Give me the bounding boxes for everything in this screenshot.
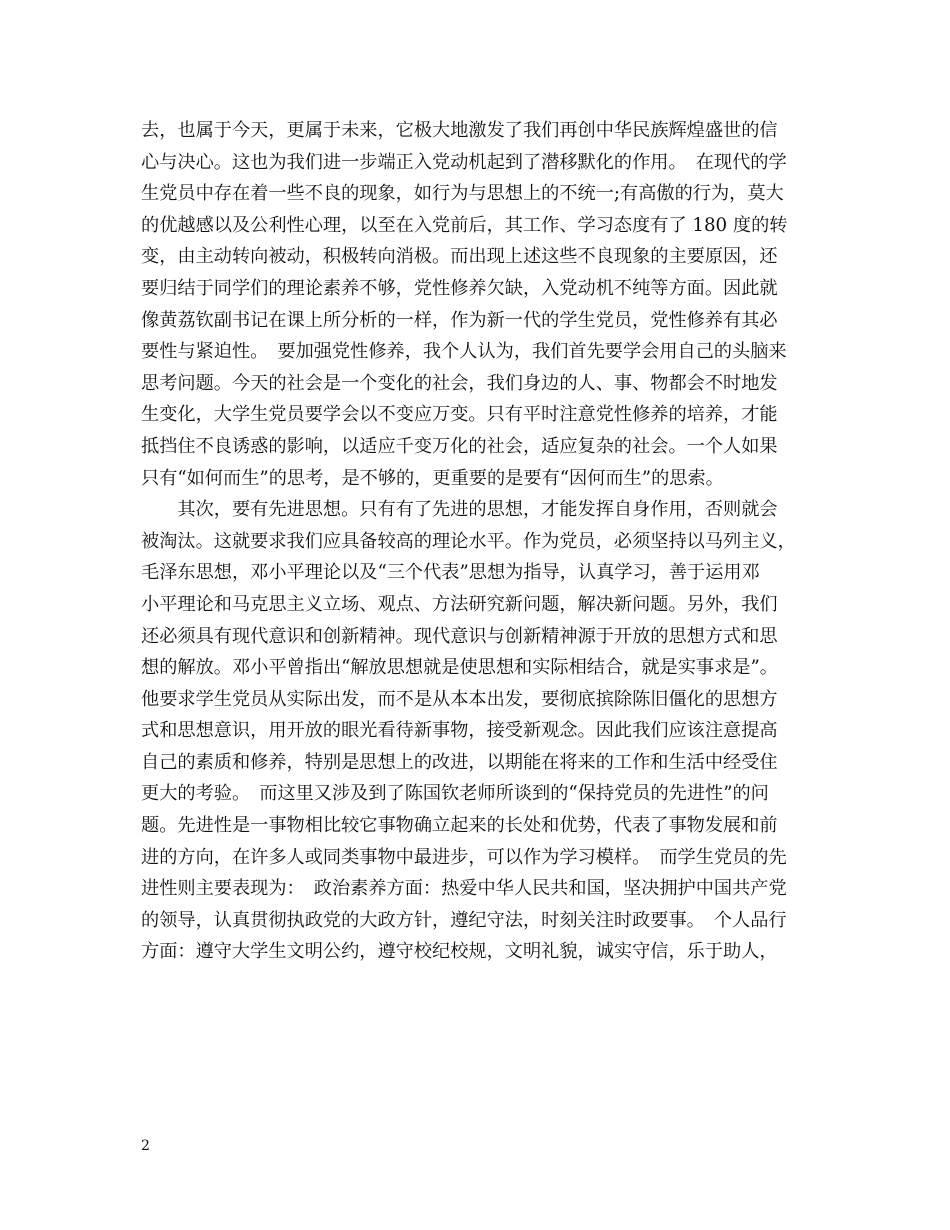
text-line: 要归结于同学们的理论素养不够，党性修养欠缺，入党动机不纯等方面。因此就 <box>141 277 778 299</box>
text-line: 要性与紧迫性。 要加强党性修养，我个人认为，我们首先要学会用自己的头脑来 <box>141 341 787 363</box>
text-line: 其次，要有先进思想。只有有了先进的思想，才能发挥自身作用，否则就会 <box>141 499 778 521</box>
text-line: 自己的素质和修养，特别是思想上的改进，以期能在将来的工作和生活中经受住 <box>141 751 778 773</box>
text-line: 想的解放。邓小平曾指出“解放思想就是使思想和实际相结合，就是实事求是”。 <box>141 657 778 679</box>
text-line: 还必须具有现代意识和创新精神。现代意识与创新精神源于开放的思想方式和思 <box>141 625 778 647</box>
text-line: 变，由主动转向被动，积极转向消极。而出现上述这些不良现象的主要原因，还 <box>141 246 778 268</box>
text-line: 进性则主要表现为： 政治素养方面：热爱中华人民共和国，坚决拥护中国共产党 <box>141 878 787 900</box>
text-line: 生党员中存在着一些不良的现象，如行为与思想上的不统一;有高傲的行为，莫大 <box>141 183 784 205</box>
text-line: 小平理论和马克思主义立场、观点、方法研究新问题，解决新问题。另外，我们 <box>141 593 778 615</box>
body-text <box>141 115 821 968</box>
text-line: 思考问题。今天的社会是一个变化的社会，我们身边的人、事、物都会不时地发 <box>141 372 778 394</box>
page-number: 2 <box>141 1138 150 1154</box>
text-line: 式和思想意识，用开放的眼光看待新事物，接受新观念。因此我们应该注意提高 <box>141 720 778 742</box>
text-line: 心与决心。这也为我们进一步端正入党动机起到了潜移默化的作用。 在现代的学 <box>141 151 787 173</box>
text-line: 题。先进性是一事物相比较它事物确立起来的长处和优势，代表了事物发展和前 <box>141 815 778 837</box>
text-line: 他要求学生党员从实际出发，而不是从本本出发，要彻底摈除陈旧僵化的思想方 <box>141 688 778 710</box>
text-line: 抵挡住不良诱惑的影响，以适应千变万化的社会，适应复杂的社会。一个人如果 <box>141 435 778 457</box>
text-line: 更大的考验。 而这里又涉及到了陈国钦老师所谈到的“保持党员的先进性”的问 <box>141 783 769 805</box>
text-line: 进的方向，在许多人或同类事物中最进步，可以作为学习模样。 而学生党员的先 <box>141 846 787 868</box>
text-line: 的优越感以及公利性心理，以至在入党前后，其工作、学习态度有了 180 度的转 <box>141 214 788 236</box>
text-line: 只有“如何而生”的思考，是不够的，更重要的是要有“因何而生”的思索。 <box>141 467 724 489</box>
text-line: 的领导，认真贯彻执政党的大政方针，遵纪守法，时刻关注时政要事。 个人品行 <box>141 909 787 931</box>
text-line: 去，也属于今天，更属于未来，它极大地激发了我们再创中华民族辉煌盛世的信 <box>141 120 778 141</box>
text-line: 像黄荔钦副书记在课上所分析的一样，作为新一代的学生党员，党性修养有其必 <box>141 309 778 331</box>
text-line: 生变化，大学生党员要学会以不变应万变。只有平时注意党性修养的培养，才能 <box>141 404 778 426</box>
text-line: 毛泽东思想，邓小平理论以及“三个代表”思想为指导，认真学习，善于运用邓 <box>141 562 760 584</box>
text-line: 方面：遵守大学生文明公约，遵守校纪校规，文明礼貌，诚实守信，乐于助人， <box>141 941 778 963</box>
text-line: 被淘汰。这就要求我们应具备较高的理论水平。作为党员，必须坚持以马列主义， <box>141 530 796 552</box>
